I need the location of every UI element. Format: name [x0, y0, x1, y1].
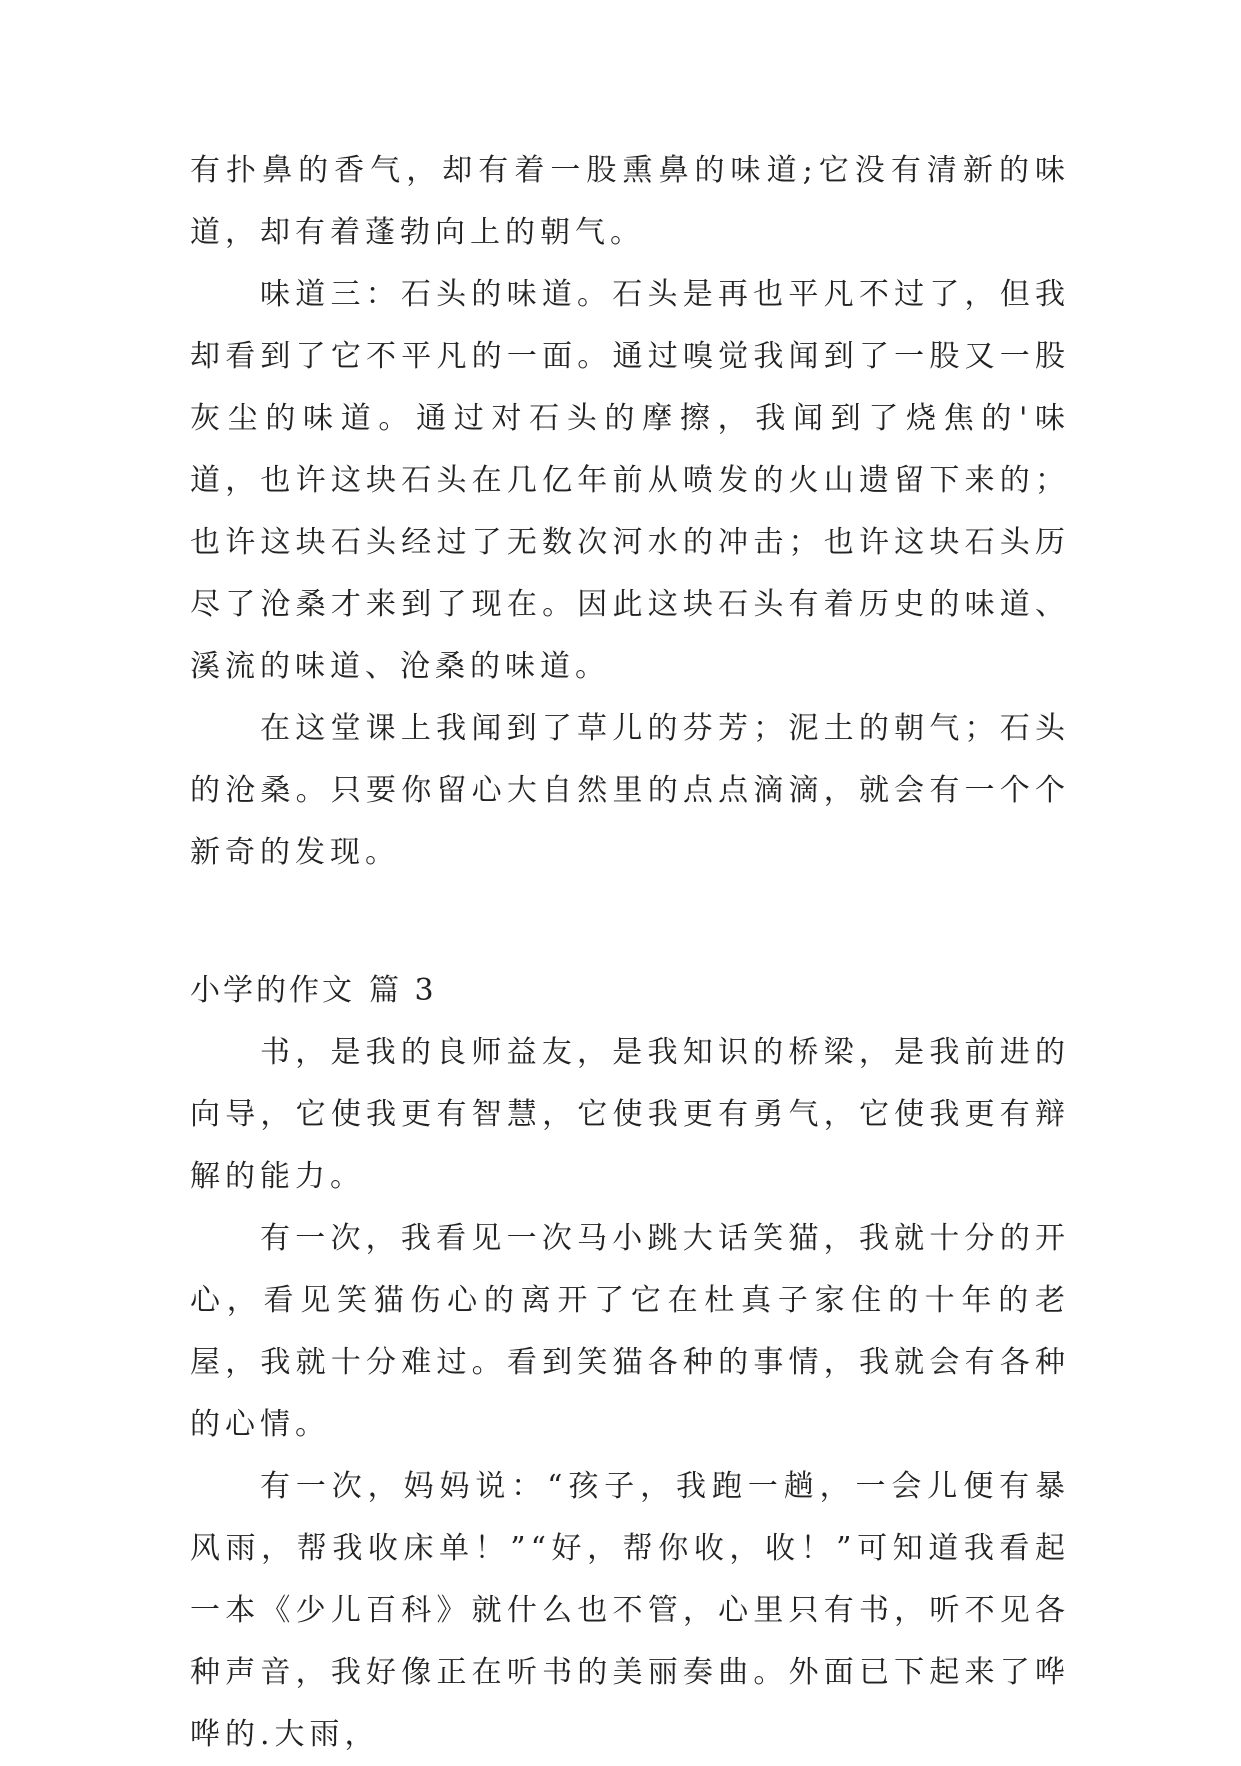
paragraph-lesson-summary: 在这堂课上我闻到了草儿的芬芳；泥土的朝气；石头的沧桑。只要你留心大自然里的点点滴滴，就会有一个个新奇的发现。	[190, 711, 1070, 870]
paragraph-continued: 有扑鼻的香气，却有着一股熏鼻的味道;它没有清新的味道，却有着蓬勃向上的朝气。	[190, 153, 1070, 250]
section-heading	[190, 960, 1070, 1022]
section-label: 篇 3	[369, 973, 437, 1008]
paragraph-mother-request: 有一次，妈妈说：“孩子，我跑一趟，一会儿便有暴风雨，帮我收床单！”“好，帮你收，收！”可知道我看起一本《少儿百科》就什么也不管，心里只有书，听不见各种声音，我好像正在听书的美丽奏曲。外面已下起来了哗哗的.大雨，	[190, 1469, 1070, 1752]
paragraph-laughing-cat: 有一次，我看见一次马小跳大话笑猫，我就十分的开心，看见笑猫伤心的离开了它在杜真子家住的十年的老屋，我就十分难过。看到笑猫各种的事情，我就会有各种的心情。	[190, 1221, 1070, 1442]
paragraph-book-intro: 书，是我的良师益友，是我知识的桥梁，是我前进的向导，它使我更有智慧，它使我更有勇气，它使我更有辩解的能力。	[190, 1035, 1070, 1194]
section-title: 小学的作文	[190, 973, 355, 1008]
document-body	[190, 140, 1070, 1766]
paragraph-stone-taste: 味道三：石头的味道。石头是再也平凡不过了，但我却看到了它不平凡的一面。通过嗅觉我闻到了一股又一股灰尘的味道。通过对石头的摩擦，我闻到了烧焦的'味道，也许这块石头在几亿年前从喷发的火山遗留下来的；也许这块石头经过了无数次河水的冲击；也许这块石头历尽了沧桑才来到了现在。因此这块石头有着历史的味道、溪流的味道、沧桑的味道。	[190, 277, 1070, 684]
